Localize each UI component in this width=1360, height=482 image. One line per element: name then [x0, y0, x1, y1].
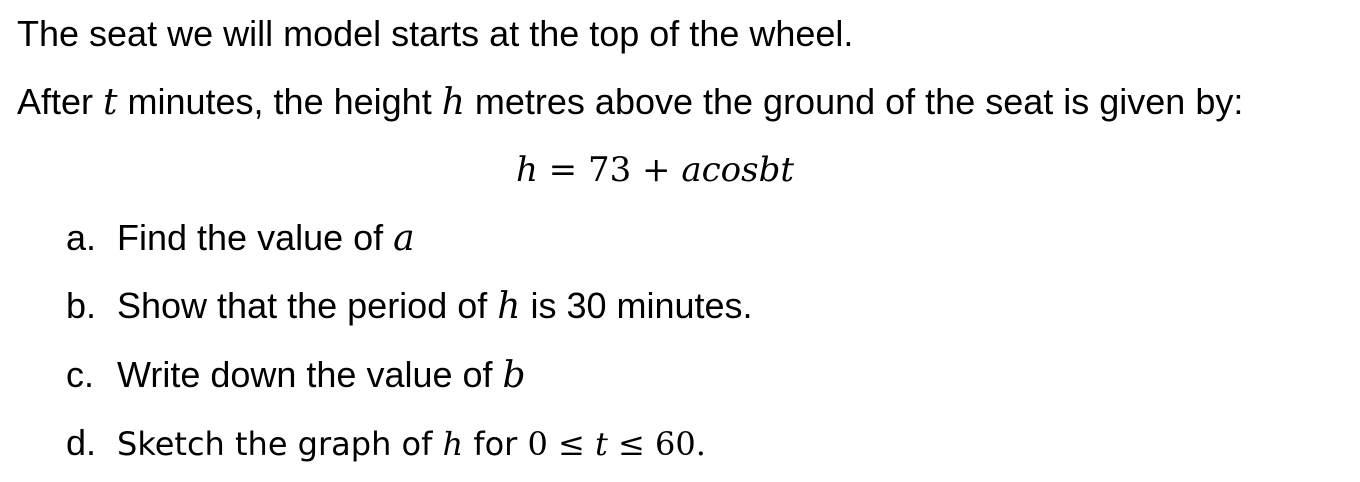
variable-a: a — [393, 218, 415, 259]
question-text: Write down the value of — [117, 354, 503, 395]
question-c — [66, 353, 526, 398]
question-label: b. — [66, 285, 97, 326]
formula-rhs: acosbt — [681, 150, 795, 190]
intro-text: The seat we will model starts at the top of the wheel. — [17, 13, 854, 54]
variable-t: t — [595, 425, 608, 463]
variable-t: t — [103, 82, 118, 123]
intro-text-mid: minutes, the height — [117, 81, 442, 122]
question-text: Find the value of — [117, 217, 394, 258]
question-label: d. — [66, 422, 97, 463]
question-label: a. — [66, 217, 97, 258]
question-b — [66, 284, 753, 329]
height-formula — [0, 148, 1310, 192]
intro-sentence — [17, 12, 853, 56]
range-start: 0 ≤ — [527, 425, 595, 463]
question-text: Sketch the graph of — [117, 425, 443, 463]
question-text: Show that the period of — [117, 285, 498, 326]
question-mid: for — [463, 425, 528, 463]
question-tail: is 30 minutes. — [520, 285, 753, 326]
question-d — [66, 421, 706, 466]
intro-text-pre: After — [17, 81, 104, 122]
question-a — [66, 216, 415, 261]
variable-h: h — [442, 425, 464, 463]
intro-definition — [17, 80, 1243, 125]
formula-lhs: h — [515, 150, 538, 190]
variable-h: h — [497, 286, 521, 327]
variable-b: b — [502, 355, 526, 396]
formula-equals: = 73 + — [537, 150, 682, 190]
intro-text-post: metres above the ground of the seat is given by: — [464, 81, 1244, 122]
variable-h: h — [441, 82, 465, 123]
question-label: c. — [66, 354, 95, 395]
range-end: ≤ 60. — [607, 425, 706, 463]
